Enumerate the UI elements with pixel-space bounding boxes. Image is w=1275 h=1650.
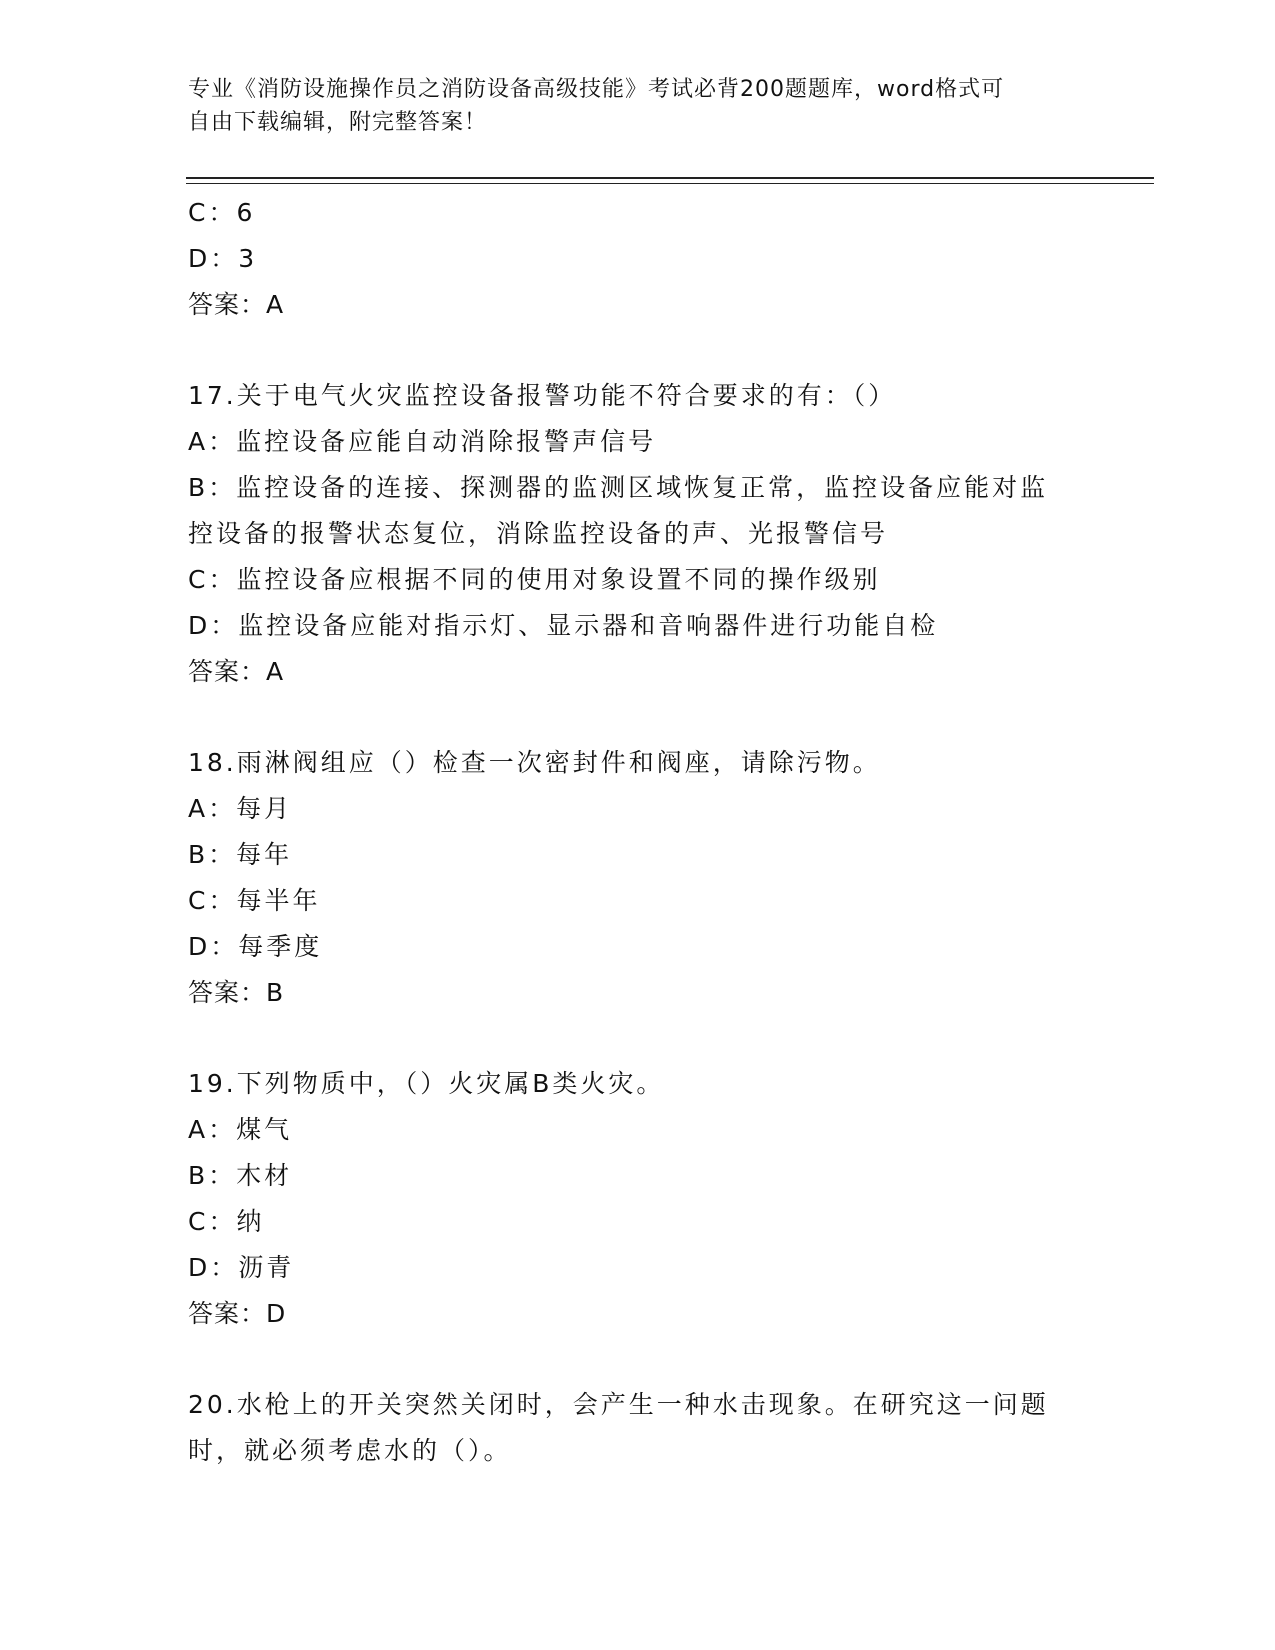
- question-text-line-2: 时，就必须考虑水的（）。: [188, 1436, 512, 1465]
- header-divider-thick: [186, 177, 1154, 179]
- option-b: B：每年: [188, 840, 293, 869]
- option-b-line-1: B：监控设备的连接、探测器的监测区域恢复正常，监控设备应能对监: [188, 473, 1049, 502]
- option-b-line-2: 控设备的报警状态复位，消除监控设备的声、光报警信号: [188, 519, 889, 548]
- option-c: C：每半年: [188, 886, 321, 915]
- option-c: C：纳: [188, 1207, 265, 1236]
- spacer: [188, 328, 1088, 373]
- question-text: 19.下列物质中，（）火灾属B类火灾。: [188, 1069, 665, 1098]
- option-d: D：3: [188, 244, 258, 273]
- question-text: 18.雨淋阀组应（）检查一次密封件和阀座，请除污物。: [188, 748, 881, 777]
- header-line-2: 自由下载编辑，附完整答案！: [188, 110, 488, 135]
- option-c: C：监控设备应根据不同的使用对象设置不同的操作级别: [188, 565, 881, 594]
- answer: 答案：D: [188, 1299, 287, 1328]
- spacer: [188, 1016, 1088, 1061]
- answer: 答案：A: [188, 657, 285, 686]
- question-16: [188, 190, 1088, 328]
- answer: 答案：A: [188, 290, 285, 319]
- question-text: 17.关于电气火灾监控设备报警功能不符合要求的有：（）: [188, 381, 897, 410]
- option-d: D：沥青: [188, 1253, 295, 1282]
- spacer: [188, 695, 1088, 740]
- header-line-1: 专业《消防设施操作员之消防设备高级技能》考试必背200题题库，word格式可: [188, 77, 1005, 102]
- question-text-line-1: 20.水枪上的开关突然关闭时，会产生一种水击现象。在研究这一问题: [188, 1390, 1049, 1419]
- option-c: C：6: [188, 198, 256, 227]
- document-header: [188, 73, 1068, 139]
- option-a: A：监控设备应能自动消除报警声信号: [188, 427, 657, 456]
- option-a: A：煤气: [188, 1115, 293, 1144]
- option-d: D：每季度: [188, 932, 323, 961]
- answer: 答案：B: [188, 978, 285, 1007]
- spacer: [188, 1337, 1088, 1382]
- option-a: A：每月: [188, 794, 293, 823]
- question-list: [188, 190, 1088, 1474]
- header-divider-thin: [186, 183, 1154, 184]
- question-19: [188, 1061, 1088, 1337]
- option-b: B：木材: [188, 1161, 293, 1190]
- question-17: [188, 373, 1088, 695]
- option-d: D：监控设备应能对指示灯、显示器和音响器件进行功能自检: [188, 611, 939, 640]
- question-18: [188, 740, 1088, 1016]
- question-20: [188, 1382, 1088, 1474]
